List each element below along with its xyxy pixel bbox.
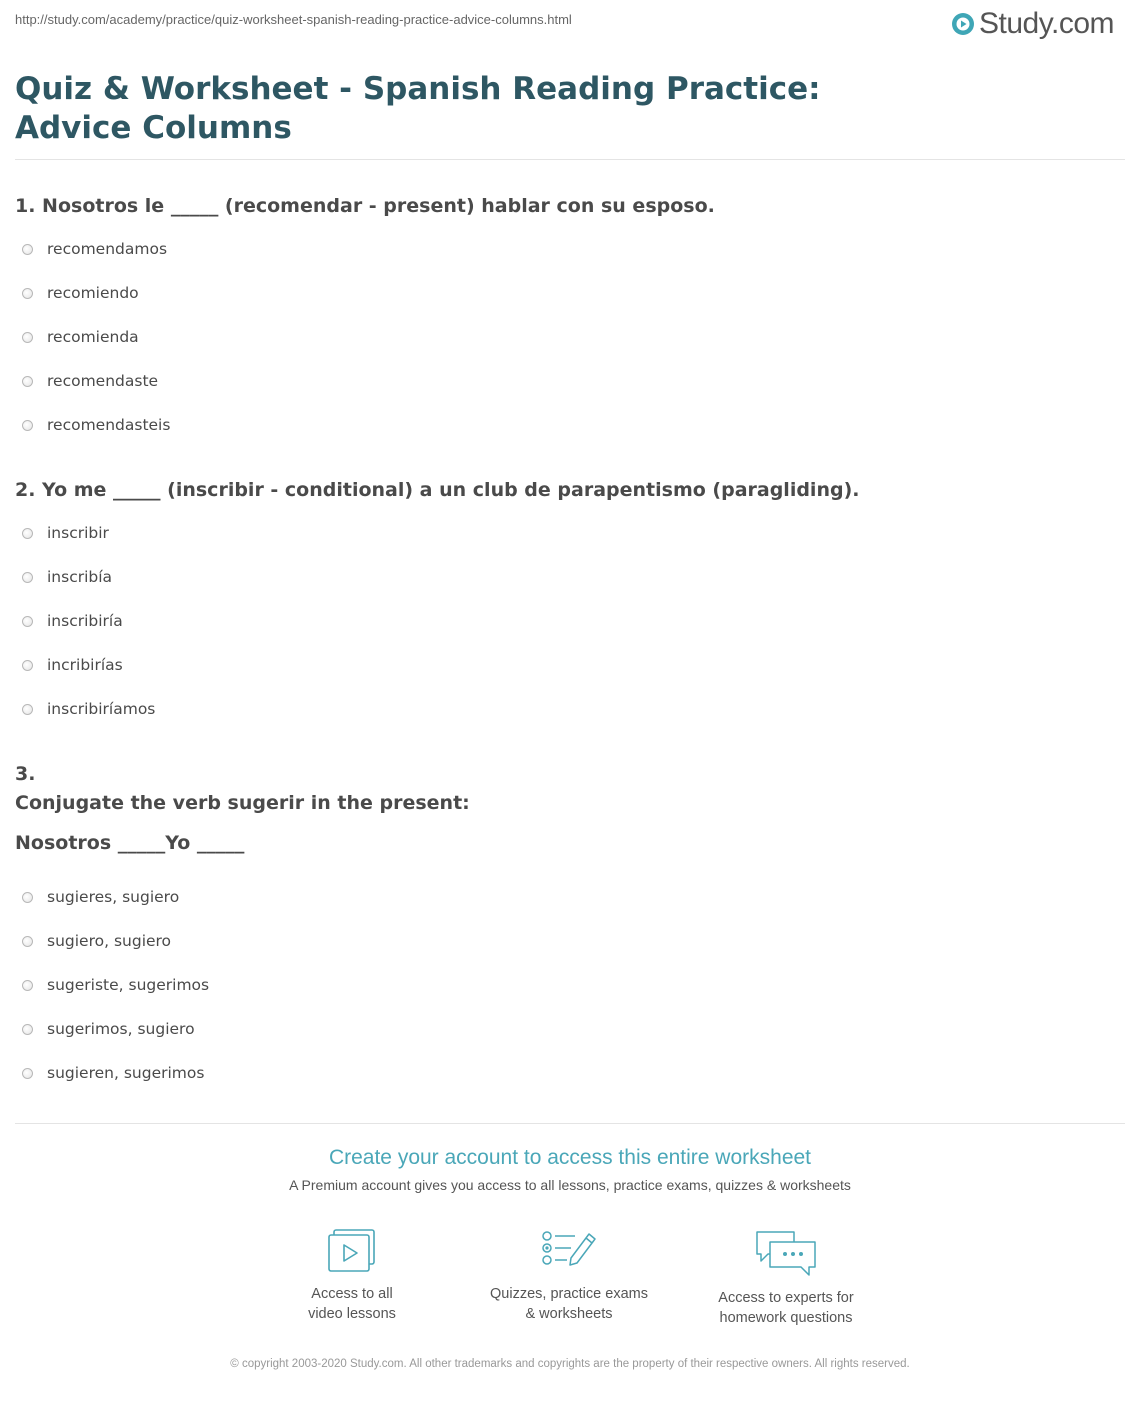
q1-option-3[interactable] xyxy=(22,327,139,347)
radio-button[interactable] xyxy=(22,376,33,387)
feature-line2: & worksheets xyxy=(525,1306,613,1322)
q3-option-5[interactable] xyxy=(22,1063,204,1083)
q3-option-3[interactable] xyxy=(22,975,209,995)
radio-button[interactable] xyxy=(22,1068,33,1079)
option-label: recomendasteis xyxy=(47,416,171,434)
q2-option-3[interactable] xyxy=(22,611,123,631)
option-label: sugerimos, sugiero xyxy=(47,1020,195,1038)
q3-option-4[interactable] xyxy=(22,1019,195,1039)
option-label: inscribiríamos xyxy=(47,700,156,718)
copyright-notice: © copyright 2003-2020 Study.com. All other trademarks and copyrights are the property of their respective owners. All rights reserved. xyxy=(230,1358,910,1370)
q2-option-5[interactable] xyxy=(22,699,155,719)
option-label: incribirías xyxy=(47,656,123,674)
feature-quizzes xyxy=(469,1228,669,1324)
logo-text: Study.com xyxy=(979,7,1114,40)
option-label: sugieres, sugiero xyxy=(47,888,180,906)
feature-video-lessons xyxy=(252,1228,452,1324)
page-title: Quiz & Worksheet - Spanish Reading Practice: Advice Columns xyxy=(15,71,821,146)
option-label: recomendamos xyxy=(47,240,168,258)
option-label: sugiero, sugiero xyxy=(47,932,172,950)
option-label: recomienda xyxy=(47,328,139,346)
feature-line1: Access to experts for xyxy=(718,1290,854,1306)
radio-button[interactable] xyxy=(22,980,33,991)
q2-option-1[interactable] xyxy=(22,523,109,543)
quiz-checklist-icon xyxy=(541,1228,597,1274)
radio-button[interactable] xyxy=(22,660,33,671)
video-lessons-icon xyxy=(326,1228,378,1274)
q1-option-1[interactable] xyxy=(22,239,167,259)
radio-button[interactable] xyxy=(22,936,33,947)
question-2-text: 2. Yo me _____ (inscribir - conditional) a un club de parapentismo (paragliding). xyxy=(15,479,860,501)
q1-option-4[interactable] xyxy=(22,371,158,391)
radio-button[interactable] xyxy=(22,420,33,431)
q1-option-2[interactable] xyxy=(22,283,139,303)
radio-button[interactable] xyxy=(22,892,33,903)
radio-button[interactable] xyxy=(22,704,33,715)
question-1-text: 1. Nosotros le _____ (recomendar - present) hablar con su esposo. xyxy=(15,195,715,217)
chat-bubbles-icon xyxy=(754,1228,818,1278)
radio-button[interactable] xyxy=(22,332,33,343)
question-3-line2: Nosotros _____Yo _____ xyxy=(15,832,245,854)
option-label: recomendaste xyxy=(47,372,159,390)
page-url: http://study.com/academy/practice/quiz-worksheet-spanish-reading-practice-advice-columns.html xyxy=(15,12,572,27)
option-label: sugeriste, sugerimos xyxy=(47,976,210,994)
cta-title[interactable]: Create your account to access this entire worksheet xyxy=(328,1146,812,1169)
study-logo[interactable] xyxy=(951,6,1114,42)
radio-button[interactable] xyxy=(22,572,33,583)
radio-button[interactable] xyxy=(22,244,33,255)
radio-button[interactable] xyxy=(22,616,33,627)
radio-button[interactable] xyxy=(22,288,33,299)
q2-option-4[interactable] xyxy=(22,655,123,675)
feature-line1: Quizzes, practice exams xyxy=(490,1286,648,1302)
radio-button[interactable] xyxy=(22,528,33,539)
option-label: recomiendo xyxy=(47,284,139,302)
feature-line1: Access to all xyxy=(311,1286,393,1302)
option-label: inscribiría xyxy=(47,612,123,630)
cta-divider xyxy=(15,1123,1125,1124)
option-label: inscribía xyxy=(47,568,113,586)
title-divider xyxy=(15,159,1125,160)
option-label: sugieren, sugerimos xyxy=(47,1064,205,1082)
q2-option-2[interactable] xyxy=(22,567,112,587)
feature-line2: video lessons xyxy=(308,1306,396,1322)
cta-subtitle: A Premium account gives you access to all lessons, practice exams, quizzes & worksheets xyxy=(289,1177,851,1193)
q1-option-5[interactable] xyxy=(22,415,170,435)
feature-line2: homework questions xyxy=(719,1310,853,1326)
q3-option-2[interactable] xyxy=(22,931,171,951)
feature-experts xyxy=(686,1228,886,1328)
q3-option-1[interactable] xyxy=(22,887,179,907)
question-3-line1: Conjugate the verb sugerir in the present: xyxy=(15,792,470,814)
radio-button[interactable] xyxy=(22,1024,33,1035)
option-label: inscribir xyxy=(47,524,109,542)
question-3-number: 3. xyxy=(15,763,36,785)
play-logo-icon xyxy=(951,12,975,36)
